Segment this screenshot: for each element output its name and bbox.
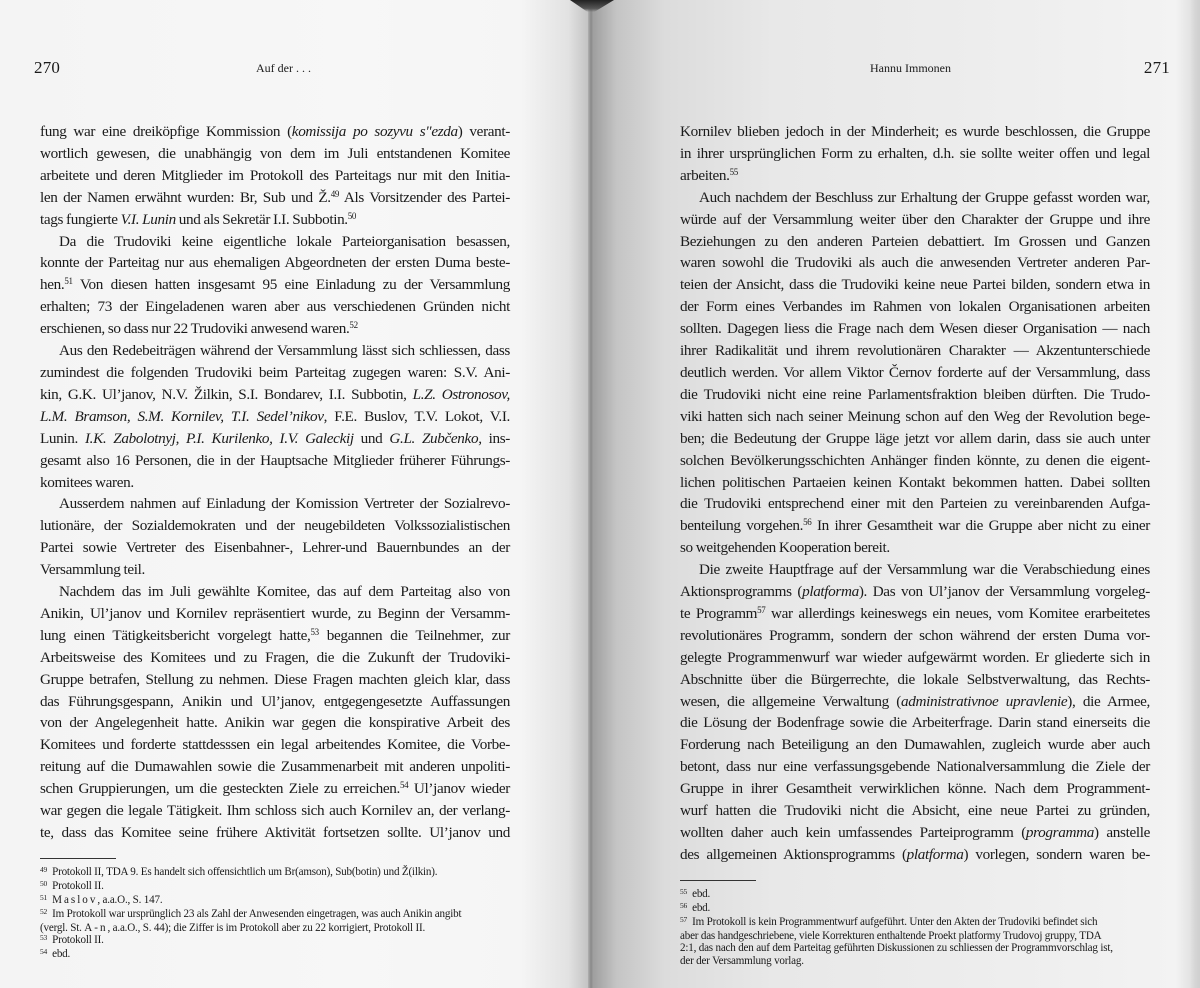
text-run: wortlich gewesen, die unabhängig von dem im Juli entstandenen Komitee xyxy=(40,144,510,162)
text-run: gesamt also 16 Personen, die in der Hauptsache Mitglieder früherer Führungs- xyxy=(40,451,510,469)
page-edge xyxy=(1190,0,1200,988)
text-run: Als Vorsitzender des Partei- xyxy=(339,188,510,206)
text-run: Da die Trudoviki keine eigentliche lokale Parteiorganisation besassen, xyxy=(59,232,510,250)
text-run: hen. xyxy=(40,276,65,294)
text-line xyxy=(680,296,1150,318)
text-line xyxy=(40,559,510,581)
text-run: Arbeitsweise des Komitees und zu Fragen, die die Zukunft der Trudoviki- xyxy=(40,648,510,666)
text-line xyxy=(40,625,510,647)
text-run: Nachdem das im Juli gewählte Komitee, das auf dem Parteitag also von xyxy=(59,583,510,601)
text-run: erhalten; 73 der Eingeladenen waren aber aus verschiedenen Gründen nicht xyxy=(40,298,510,316)
text-run: erschienen, so dass nur 22 Trudoviki anwesend waren. xyxy=(40,320,350,338)
text-run: ebd. xyxy=(692,887,711,900)
text-run: in ihrer ursprünglichen Form zu erhalten, d.h. sie sollte weiter offen und legal xyxy=(680,144,1150,162)
text-line xyxy=(680,231,1150,253)
text-line xyxy=(40,647,510,669)
text-run: schen Gruppierungen, um die gesteckten Ziele zu erreichen. xyxy=(40,780,400,798)
text-line xyxy=(680,625,1150,647)
text-line xyxy=(40,537,510,559)
text-line xyxy=(680,472,1150,494)
footnote xyxy=(680,916,1160,930)
text-run: wesen, die allgemeine Verwaltung ( xyxy=(680,692,902,710)
text-line xyxy=(40,450,510,472)
text-run: Auch nachdem der Beschluss zur Erhaltung der Gruppe gefasst worden war, xyxy=(699,188,1150,206)
text-run: zumindest die folgenden Trudoviki beim Parteitag zugegen waren: S.V. Ani- xyxy=(40,363,510,381)
text-line xyxy=(680,406,1150,428)
footnote-reference: 51 xyxy=(64,276,73,287)
text-run: gelegte Programmenwurf war wieder aufgewärmt worden. Er gliederte sich in xyxy=(680,648,1150,666)
text-run: wollten daher auch kein umfassendes Parteiprogramm ( xyxy=(680,824,1026,841)
text-run: und als Sekretär I.I. Subbotin. xyxy=(175,210,348,228)
text-run: Lunin. xyxy=(40,429,85,447)
text-run: ebd. xyxy=(692,901,711,914)
text-run: te Programm xyxy=(680,604,758,622)
text-run: Aus den Redebeiträgen während der Versammlung lässt sich schliessen, dass xyxy=(59,342,510,360)
footnote-block xyxy=(40,858,510,962)
text-run: der Form eines Verbandes im Rahmen von lokalen Organisationen arbeiten xyxy=(680,298,1150,316)
text-line xyxy=(40,603,510,625)
footnote-number: 56 xyxy=(680,900,688,910)
footnote-rule xyxy=(680,880,756,881)
footnote xyxy=(680,955,1160,968)
text-run: deutlich werden. Vor allem Viktor Černov forderte auf der Versammlung, dass xyxy=(680,363,1150,381)
text-run: sollten. Dagegen liess die Frage nach dem Wesen dieser Organisation — nach xyxy=(680,320,1150,338)
text-line xyxy=(680,515,1150,537)
footnote-reference: 50 xyxy=(347,210,357,221)
text-run: te, dass das Komitee seine frühere Aktivität fortsetzen sollte. Ul’janov und xyxy=(40,824,510,841)
text-run: Partei sowie Vertreter des Eisenbahner-, Lehrer-und Bauernbundes an der xyxy=(40,539,510,557)
text-run: Von diesen hatten insgesamt 95 eine Einladung zu der Versammlung xyxy=(72,276,510,294)
text-line xyxy=(680,822,1150,844)
text-run: , a.a.O., S. 147. xyxy=(97,893,163,906)
text-line xyxy=(680,274,1150,296)
text-run: solchen Bevölkerungsschichten Anhänger finden könnte, zu denen die eigent- xyxy=(680,451,1150,469)
text-run: Abschnitte über die Bürgerrechte, die lokale Selbstverwaltung, das Rechts- xyxy=(680,670,1150,688)
text-run: lung einen Tätigkeitsbericht vorgelegt hatte, xyxy=(40,626,311,644)
text-line xyxy=(40,296,510,318)
footnote-number: 55 xyxy=(680,886,688,896)
text-run: Beziehungen zu den anderen Parteien debattiert. Im Grossen und Ganzen xyxy=(680,232,1150,250)
text-line xyxy=(680,362,1150,384)
text-run: die Trudoviki entsprechend einer mit den Parteien zu vereinbarenden Aufga- xyxy=(680,495,1150,513)
page-number: 270 xyxy=(34,58,61,77)
text-run: Aktionsprogramms ( xyxy=(680,583,803,601)
text-run: platforma xyxy=(802,583,859,601)
text-line xyxy=(680,581,1150,603)
text-line xyxy=(680,537,1150,559)
text-run: war allerdings keineswegs ein neues, vom Komitee erarbeitetes xyxy=(765,604,1150,622)
text-line xyxy=(40,362,510,384)
text-run: Im Protokoll war ursprünglich 23 als Zahl der Anwesenden eingetragen, was auch Anikin angibt xyxy=(52,907,462,920)
text-line xyxy=(40,274,510,296)
text-line xyxy=(680,691,1150,713)
body-text xyxy=(40,121,510,844)
text-line xyxy=(40,581,510,603)
text-run: viki hatten sich nach seiner Meinung schon auf den Weg der Revolution bege- xyxy=(680,407,1150,425)
text-line xyxy=(680,734,1150,756)
text-line xyxy=(680,384,1150,406)
text-run: arbeitete und deren Mitglieder im Protokoll des Parteitags nur mit den Initia- xyxy=(40,166,510,184)
text-run: Ul’janov wieder xyxy=(408,780,510,798)
text-run: die Lösung der Bodenfrage sowie die Arbeiterfrage. Darin stand einerseits die xyxy=(680,714,1150,732)
text-run: reitung auf die Dumawahlen sowie die Zusammenarbeit mit anderen unpoliti- xyxy=(40,758,510,776)
footnote-number: 53 xyxy=(40,933,48,943)
text-line xyxy=(680,493,1150,515)
text-line xyxy=(40,778,510,800)
text-run: Anikin, Ul’janov und Kornilev repräsentiert wurde, zu Beginn der Versamm- xyxy=(40,604,510,622)
text-run: Kornilev blieben jedoch in der Minderheit; es wurde beschlossen, die Gruppe xyxy=(680,123,1150,140)
text-run: lichen politischen Partaeien keinen Kontakt bekommen hatten. Dabei sollten xyxy=(680,473,1150,491)
text-line xyxy=(40,800,510,822)
text-run: so weitgehenden Kooperation bereit. xyxy=(680,539,890,557)
footnote xyxy=(680,930,1160,943)
text-run: A-n xyxy=(84,921,108,934)
footnote xyxy=(40,866,520,880)
text-run: Protokoll II. xyxy=(52,879,104,892)
running-head: Auf der . . . xyxy=(256,61,311,75)
text-line xyxy=(680,647,1150,669)
text-line xyxy=(40,669,510,691)
footnote xyxy=(40,908,520,922)
text-line xyxy=(680,450,1150,472)
text-run: platforma xyxy=(906,845,964,863)
text-run: ) vorlegen, sondern waren be- xyxy=(963,845,1150,863)
text-run: betont, dass nur eine verfassungsgebende Nationalversammlung die Ziele der xyxy=(680,758,1150,776)
footnote-reference: 52 xyxy=(349,320,358,331)
text-run: ebd. xyxy=(52,948,71,961)
text-run: In ihrer Gesamtheit war die Gruppe aber nicht zu einer xyxy=(811,517,1151,535)
text-line xyxy=(40,493,510,515)
text-line xyxy=(40,121,510,143)
footnote-number: 54 xyxy=(40,947,48,957)
text-line xyxy=(40,143,510,165)
text-run: Gruppe in ihrer Gesamtheit verwirklichen könne. Nach dem Programment- xyxy=(680,780,1150,798)
text-run: aber das handgeschriebene, viele Korrekturen enthaltende Proekt platformy Trudovoj gruppy, TDA xyxy=(680,929,1102,942)
footnote xyxy=(680,888,1160,902)
text-run: Maslov xyxy=(52,893,98,906)
text-run: begannen die Teilnehmer, zur xyxy=(318,626,510,644)
text-run: Die zweite Hauptfrage auf der Versammlung war die Verabschiedung eines xyxy=(699,561,1150,579)
text-line xyxy=(40,756,510,778)
text-run: komitees waren. xyxy=(40,473,134,491)
footnote-block xyxy=(680,880,1150,968)
text-run: waren sowohl die Trudoviki als auch die anwesenden Vertreter anderen Par- xyxy=(680,254,1150,272)
text-run: und xyxy=(353,429,390,447)
text-line xyxy=(40,428,510,450)
footnote-reference: 57 xyxy=(757,604,766,615)
text-line xyxy=(680,121,1150,143)
text-line xyxy=(680,209,1150,231)
footnote xyxy=(40,948,520,962)
text-run: fung war eine dreiköpfige Kommission ( xyxy=(40,123,292,140)
text-line xyxy=(680,669,1150,691)
text-line xyxy=(40,472,510,494)
text-run: der der Versammlung vorlag. xyxy=(680,955,804,968)
text-run: ben; die Bedeutung der Gruppe läge jetzt vor allem darin, dass sie auch unter xyxy=(680,429,1150,447)
text-run: , F.E. Buslov, T.V. Lokot, V.I. xyxy=(323,407,510,425)
text-run: len der Namen erwähnt wurden: Br, Sub und Ž. xyxy=(40,188,331,206)
footnote-reference: 49 xyxy=(330,188,340,199)
text-run: teien der Ansicht, dass die Trudoviki keine neue Partei bilden, sondern etwa in xyxy=(680,276,1150,294)
footnote-reference: 53 xyxy=(310,626,319,637)
text-run: von der Angelegenheit hatte. Anikin war gegen die konspirative Arbeit des xyxy=(40,714,510,732)
text-run: konnte der Parteitag nur aus ehemaligen Abgeordneten der ersten Duma beste- xyxy=(40,254,510,272)
text-line xyxy=(680,756,1150,778)
text-line xyxy=(40,165,510,187)
text-line xyxy=(680,165,1150,187)
text-run: ihrer Radikalität und ihrem revolutionären Charakter — Akzentunterschiede xyxy=(680,342,1150,360)
text-run: administrativnoe upravlenie xyxy=(901,692,1068,710)
text-run: arbeiten. xyxy=(680,166,730,184)
page-header xyxy=(680,0,1170,84)
text-line xyxy=(680,559,1150,581)
text-run: Protokoll II. xyxy=(52,934,104,947)
text-line xyxy=(40,318,510,340)
text-line xyxy=(40,691,510,713)
text-line xyxy=(680,340,1150,362)
text-line xyxy=(40,406,510,428)
footnote-number: 50 xyxy=(40,878,48,888)
text-line xyxy=(40,231,510,253)
footnote xyxy=(680,942,1160,955)
text-line xyxy=(680,187,1150,209)
text-run: I.K. Zabolotnyj, P.I. Kurilenko, I.V. Galeckij xyxy=(84,429,354,447)
text-run: revolutionäres Programm, sondern der schon während der ersten Duma vor- xyxy=(680,626,1150,644)
right-page xyxy=(592,0,1200,988)
text-run: tags fungierte xyxy=(40,210,121,228)
footnote xyxy=(40,934,520,948)
footnote-reference: 56 xyxy=(803,517,812,528)
text-run: ). Das von Ul’janov der Versammlung vorgeleg- xyxy=(858,583,1150,601)
running-head: Hannu Immonen xyxy=(870,61,951,75)
footnote-reference: 54 xyxy=(399,780,409,791)
text-line xyxy=(40,515,510,537)
footnotes xyxy=(680,888,1160,968)
text-run: , ins- xyxy=(478,429,510,447)
text-line xyxy=(40,734,510,756)
text-line xyxy=(680,712,1150,734)
footnote-rule xyxy=(40,858,116,859)
text-run: komissija po sozyvu s"ezda xyxy=(291,123,458,140)
text-run: ) anstelle xyxy=(1093,824,1150,841)
footnote xyxy=(40,922,520,935)
footnote xyxy=(680,902,1160,916)
text-line xyxy=(680,603,1150,625)
text-column xyxy=(680,121,1150,968)
text-line xyxy=(680,318,1150,340)
text-line xyxy=(40,340,510,362)
text-run: kin, G.K. Ul’janov, N.V. Žilkin, S.I. Bondarev, I.I. Subbotin, xyxy=(40,385,413,403)
text-run: wurf hatten die Trudoviki nicht die Absicht, eine neue Partei zu gründen, xyxy=(680,802,1150,820)
text-run: (vergl. St. xyxy=(40,921,85,934)
text-line xyxy=(40,187,510,209)
text-run: Gruppe betrafen, Stellung zu nehmen. Diese Fragen machten gleich klar, dass xyxy=(40,670,510,688)
text-run: würde auf der Versammlung weiter über den Charakter der Gruppe und ihre xyxy=(680,210,1150,228)
text-line xyxy=(40,712,510,734)
text-column xyxy=(40,121,510,962)
footnotes xyxy=(40,866,520,962)
text-line xyxy=(680,428,1150,450)
text-run: ), die Armee, xyxy=(1067,692,1151,710)
text-run: das Führungsgespann, Anikin und Ul’janov, entgegengesetzte Auffassungen xyxy=(40,692,510,710)
footnote-number: 52 xyxy=(40,906,48,916)
text-line xyxy=(40,822,510,844)
text-line xyxy=(680,252,1150,274)
text-run: Versammlung teil. xyxy=(40,561,145,579)
body-text xyxy=(680,121,1150,866)
text-run: Komitees und forderte stattdesssen ein legal arbeitendes Komitee, die Vorbe- xyxy=(40,736,510,754)
text-line xyxy=(680,778,1150,800)
footnote-number: 51 xyxy=(40,892,48,902)
text-run: benteilung vorgehen. xyxy=(680,517,804,535)
text-line xyxy=(680,143,1150,165)
text-line xyxy=(40,384,510,406)
footnote-number: 57 xyxy=(680,914,688,924)
text-run: 2:1, das nach den auf dem Parteitag geführten Diskussionen zu schliessen der Programmvorschlag ist, xyxy=(680,942,1113,955)
text-run: programma xyxy=(1025,824,1094,841)
text-run: Im Protokoll is kein Programmentwurf aufgeführt. Unter den Akten der Trudoviki befindet sich xyxy=(692,915,1098,928)
text-run: des allgemeinen Aktionsprogramms ( xyxy=(680,845,907,863)
text-run: L.Z. Ostronosov, xyxy=(412,385,510,403)
footnote-number: 49 xyxy=(40,864,48,874)
text-run: Protokoll II, TDA 9. Es handelt sich offensichtlich um Br(amson), Sub(botin) und Ž(ilkin). xyxy=(52,865,438,878)
text-line xyxy=(680,844,1150,866)
text-line xyxy=(40,252,510,274)
text-line xyxy=(680,800,1150,822)
text-run: V.I. Lunin xyxy=(120,210,176,228)
text-run: die Trudoviki nicht eine reine Parlamentsfraktion bleiben dürften. Die Trudo- xyxy=(680,385,1150,403)
text-run: lutionäre, der Sozialdemokraten und der neugebildeten Volkssozialistischen xyxy=(40,517,510,535)
text-run: war gegen die legale Tätigkeit. Ihm schloss sich auch Kornilev an, der verlang- xyxy=(40,802,510,820)
page-number: 271 xyxy=(1143,58,1170,77)
text-run: G.L. Zubčenko xyxy=(389,429,479,447)
footnote xyxy=(40,880,520,894)
page-header xyxy=(34,0,526,84)
footnote-reference: 55 xyxy=(729,166,738,177)
text-run: L.M. Bramson, S.M. Kornilev, T.I. Sedel’nikov xyxy=(40,407,324,425)
text-run: , a.a.O., S. 44); die Ziffer is im Protokoll aber zu 22 korrigiert, Protokoll II. xyxy=(107,921,426,934)
book-spine xyxy=(588,0,594,988)
left-page xyxy=(0,0,592,988)
text-run: Ausserdem nahmen auf Einladung der Komission Vertreter der Sozialrevo- xyxy=(59,495,510,513)
text-line xyxy=(40,209,510,231)
text-run: ) verant- xyxy=(457,123,510,140)
footnote xyxy=(40,894,520,908)
text-run: Forderung nach Beteiligung an den Dumawahlen, zugleich wurde aber auch xyxy=(680,736,1150,754)
